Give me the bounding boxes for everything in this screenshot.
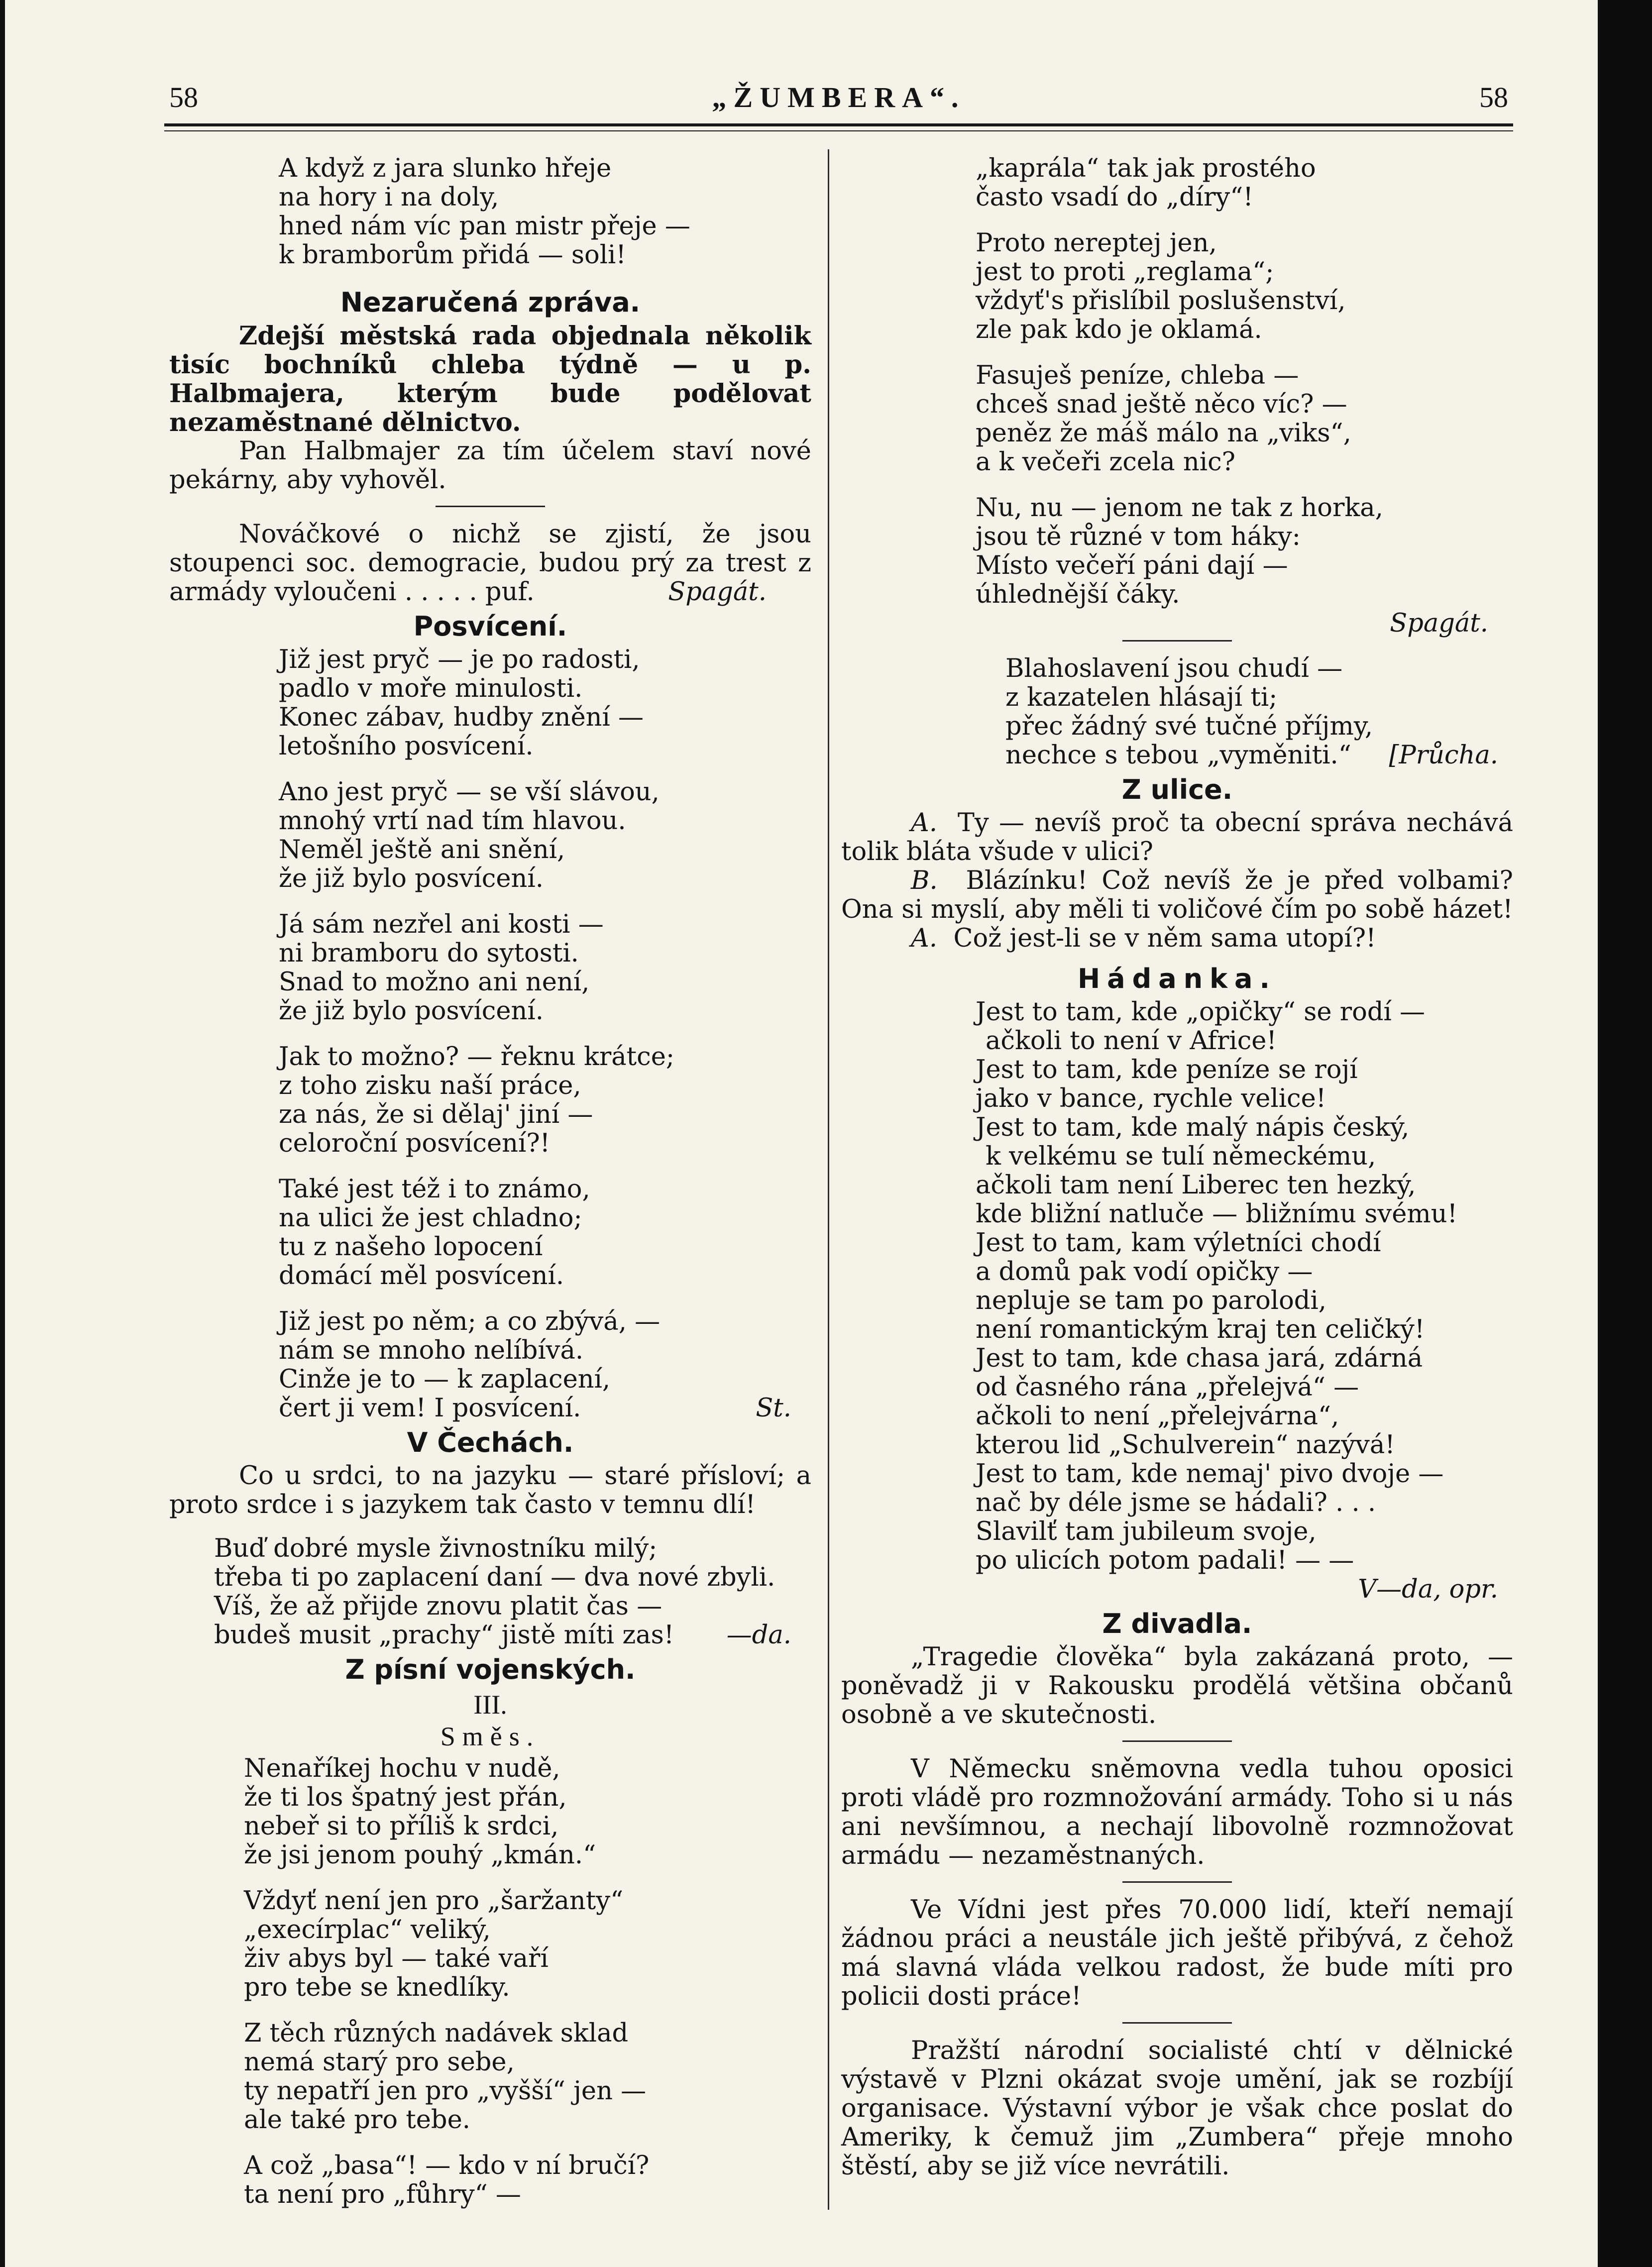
verse-line: není romantickým kraj ten celičký! [976,1315,1425,1344]
subheading-smes: Směs. [440,1722,541,1751]
verse-line: ta není pro „fůhry“ — [244,2180,521,2209]
poem-stanza [279,778,811,893]
verse-line: Cinže je to — k zaplacení, [279,1365,611,1394]
verse-line: kde bližní natluče — bližnímu svému! [976,1199,1458,1229]
verse-line: jako v bance, rychle velice! [976,1084,1326,1113]
verse-line: na ulici že jest chladno; [279,1203,582,1233]
verse-line: nepluje se tam po parolodi, [976,1286,1326,1315]
verse-line: mnohý vrtí nad tím hlavou. [279,806,626,836]
speaker-label: A. [911,924,938,953]
verse-line-with-signature [214,1621,811,1650]
verse-line: domácí měl posvícení. [279,1261,564,1291]
verse-line: peněz že máš málo na „viks“, [976,419,1351,448]
verse-line: ačkoli tam není Liberec ten hezký, [976,1171,1416,1200]
verse-line: tu z našeho lopocení [279,1232,543,1262]
dialogue-line [841,866,1513,924]
verse-line: nebeř si to příliš k srdci, [244,1812,559,1841]
signature: —da. [726,1620,791,1650]
poem-stanza [279,1307,811,1423]
verse-line: na hory i na doly, [279,183,499,212]
poem-stanza [1005,654,1513,770]
verse-line: Již jest pryč — je po radosti, [279,645,640,674]
header-rule [164,123,1513,126]
verse-line: pro tebe se knedlíky. [244,1973,510,2002]
verse-line: Ano jest pryč — se vší slávou, [279,777,660,807]
section-separator [1122,2022,1232,2024]
poem-stanza [976,494,1513,609]
verse-line: hned nám víc pan mistr přeje — [279,212,690,241]
newspaper-page [5,0,1598,2267]
poem-stanza [244,2152,811,2209]
verse-line: Víš, že až přijde znovu platit čas — [214,1592,662,1621]
verse-line: a domů pak vodí opičky — [976,1257,1313,1287]
verse-line: Z těch různých nadávek sklad [244,2019,629,2048]
verse-line: že již bylo posvícení. [279,996,544,1026]
column-divider [828,149,829,2210]
verse-line: A což „basa“! — kdo v ní bručí? [244,2151,650,2180]
verse-line: Nu, nu — jenom ne tak z horka, [976,493,1383,523]
verse-line: za nás, že si dělaj' jiní — [279,1100,593,1129]
scan-edge [1600,0,1652,2267]
speaker-label: A. [911,808,938,838]
poem-stanza [976,361,1513,477]
poem-stanza [279,910,811,1026]
verse-line: Proto nereptej jen, [976,228,1217,258]
verse-line: nám se mnoho nelíbívá. [279,1336,584,1365]
verse-line: Jest to tam, kde peníze se rojí [976,1055,1358,1084]
verse-line: a k večeři zcela nic? [976,447,1235,477]
dialogue-line [841,809,1513,866]
verse-line: že ti los špatný jest přán, [244,1783,567,1812]
verse-line: jsou tě různé v tom háky: [976,522,1301,551]
roman-numeral: III. [473,1690,507,1720]
dialogue-text: Což jest-li se v něm sama utopí?! [953,924,1376,953]
poem-stanza [279,1043,811,1158]
page-number-left: 58 [169,81,198,113]
verse-line: Jest to tam, kde chasa jará, zdárná [976,1344,1423,1373]
verse-line: třeba ti po zaplacení daní — dva nové zbyli. [214,1563,775,1592]
verse-line: po ulicích potom padali! — — [976,1546,1354,1575]
poem-verse [279,154,811,270]
heading-v-cechach: V Čechách. [407,1427,574,1458]
verse-line: chceš snad ještě něco víc? — [976,390,1347,419]
verse-line: celoroční posvícení?! [279,1129,551,1158]
paragraph: V Německu sněmovna vedla tuhou oposici proti vládě pro rozmnožování armády. Toho si u nás ani nevšímnou, a nechají libovolně rozmnožovat armádu — nezaměstnaných. [841,1754,1513,1870]
poem-stanza [244,1754,811,1870]
verse-line: Také jest též i to známo, [279,1175,590,1204]
verse-line: Snad to možno ani není, [279,968,590,997]
heading-z-ulice: Z ulice. [1121,774,1233,805]
heading-posviceni: Posvícení. [413,611,567,642]
verse-line: z toho zisku naší práce, [279,1071,581,1100]
verse-line: padlo v moře minulosti. [279,674,583,703]
verse-line: často vsadí do „díry“! [976,183,1253,212]
poem-stanza [279,1175,811,1291]
heading-hadanka: Hádanka. [1077,963,1277,994]
dialogue-text: Ty — nevíš proč ta obecní správa nechává tolik bláta všude v ulici? [841,808,1513,866]
paragraph: „Tragedie člověka“ byla zakázaná proto, — poněvadž ji v Rakousku prodělá většina občanů osobně a ve skutečnosti. [841,1642,1513,1729]
verse-line: z kazatelen hlásají ti; [1005,683,1278,712]
verse-line: kterou lid „Schulverein“ nazývá! [976,1430,1395,1460]
verse-line: Již jest po něm; a co zbývá, — [279,1307,661,1336]
paragraph: Zdejší městská rada objednala několik tisíc bochníků chleba týdně — u p. Halbmajera, kterým bude podělovat nezaměstnané dělnictvo. [169,321,811,437]
paragraph: Co u srdci, to na jazyku — staré přísloví; a proto srdce i s jazykem tak často v temnu dlí! [169,1461,811,1519]
verse-line: Jest to tam, kde nemaj' pivo dvoje — [976,1459,1444,1489]
poem-stanza [279,646,811,761]
verse-line: zle pak kdo je oklamá. [976,315,1262,344]
verse-line: Vždyť není jen pro „šaržanty“ [244,1886,624,1916]
heading-z-divadla: Z divadla. [1102,1608,1252,1639]
heading-z-pisni-vojenskych: Z písní vojenských. [345,1654,636,1685]
periodical-title: „ŽUMBERA“. [712,81,966,113]
signature: Spagát. [668,577,767,607]
verse-line: k bramborům přidá — soli! [279,240,626,270]
verse-line: Nenaříkej hochu v nudě, [244,1754,560,1783]
verse-line: že již bylo posvícení. [279,864,544,893]
page-number-right: 58 [1479,81,1508,113]
verse-line: Neměl ještě ani snění, [279,835,565,864]
verse-line: jest to proti „reglama“; [976,257,1274,287]
verse-line: úhlednější čáky. [976,580,1180,609]
verse-line: nechce s tebou „vyměniti.“ [1005,741,1351,770]
verse-line: Fasuješ peníze, chleba — [976,361,1299,390]
signature: [Průcha. [1389,741,1498,770]
verse-line: vždyť's přislíbil poslušenství, [976,286,1346,316]
heading-nezarucena-zprava: Nezaručená zpráva. [340,287,641,318]
section-separator [436,506,545,507]
verse-line: „kaprála“ tak jak prostého [976,154,1316,183]
signature: V—da, opr. [1358,1575,1498,1604]
verse-line: letošního posvícení. [279,732,534,761]
verse-line: že jsi jenom pouhý „kmán.“ [244,1840,596,1870]
verse-line: Konec zábav, hudby znění — [279,703,644,732]
poem-stanza [214,1534,811,1650]
verse-line: ty nepatří jen pro „vyšší“ jen — [244,2076,647,2106]
verse-line: ni bramboru do sytosti. [279,939,579,968]
dialogue-text: Blázínku! Což nevíš že je před volbami? Ona si myslí, aby měli ti voličové čím po sobě házet! [841,866,1513,924]
section-separator [1122,1740,1232,1742]
poem-stanza [244,2019,811,2135]
poem-stanza [976,229,1513,344]
verse-line: přec žádný své tučné příjmy, [1005,712,1373,741]
paragraph: Ve Vídni jest přes 70.000 lidí, kteří nemají žádnou práci a neustále jich ještě přibývá, z čehož má slavná vláda velkou radost, že bude míti pro policii dosti práce! [841,1895,1513,2011]
verse-line-with-signature [279,1394,811,1423]
paragraph: Pražští národní socialisté chtí v dělnické výstavě v Plzni okázat svoje umění, jak se rozbíjí organisace. Výstavní výbor je však chce poslat do Ameriky, k čemuž jim „Zumbera“ přeje mnoho štěstí, aby se již více nevrátili. [841,2036,1513,2181]
paragraph: Pan Halbmajer za tím účelem staví nové pekárny, aby vyhověl. [169,436,811,495]
signature: Spagát. [1390,609,1488,638]
poem-stanza [976,154,1513,212]
verse-line: „execírplac“ veliký, [244,1915,491,1944]
verse-line: živ abys byl — také vaří [244,1944,549,1973]
verse-line: Slavilť tam jubileum svoje, [976,1517,1317,1546]
verse-line: od časného rána „přelejvá“ — [976,1373,1359,1402]
riddle-poem [976,998,1513,1575]
signature: St. [756,1394,791,1423]
verse-line: nemá starý pro sebe, [244,2048,515,2077]
verse-line: Jak to možno? — řeknu krátce; [279,1042,675,1072]
right-column [841,154,1513,2181]
poem-stanza [244,1887,811,2002]
section-separator [1122,1881,1232,1883]
verse-line: Já sám nezřel ani kosti — [279,910,604,939]
verse-line: A když z jara slunko hřeje [279,154,612,183]
verse-line: Jest to tam, kde malý nápis český, [976,1113,1410,1142]
verse-line: Buď dobré mysle živnostníku milý; [214,1534,658,1563]
dialogue-line [841,924,1513,953]
verse-line: Místo večeří páni dají — [976,551,1288,580]
verse-line: ačkoli to není v Africe! [986,1026,1277,1056]
section-separator [1122,640,1232,642]
verse-line: Blahoslavení jsou chudí — [1005,654,1343,683]
verse-line: Jest to tam, kam výletníci chodí [976,1228,1381,1258]
verse-line: ačkoli to není „přelejvárna“, [976,1402,1339,1431]
verse-line-with-signature [1005,741,1513,770]
speaker-label: B. [911,866,938,895]
verse-line: čert ji vem! I posvícení. [279,1394,581,1423]
verse-line: k velkému se tulí německému, [986,1142,1376,1171]
paragraph: Nováčkové o nichž se zjistí, že jsou stoupenci soc. demogracie, budou prý za trest z armády vyloučeni . . . . . puf. [169,520,811,607]
header-rule-thin [164,130,1513,131]
page-header [169,75,1508,119]
verse-line: budeš musit „prachy“ jistě míti zas! [214,1620,674,1650]
verse-line: nač by déle jsme se hádali? . . . [976,1488,1376,1517]
left-column [169,154,811,2209]
verse-line: ale také pro tebe. [244,2105,470,2135]
verse-line: Jest to tam, kde „opičky“ se rodí — [976,997,1426,1027]
